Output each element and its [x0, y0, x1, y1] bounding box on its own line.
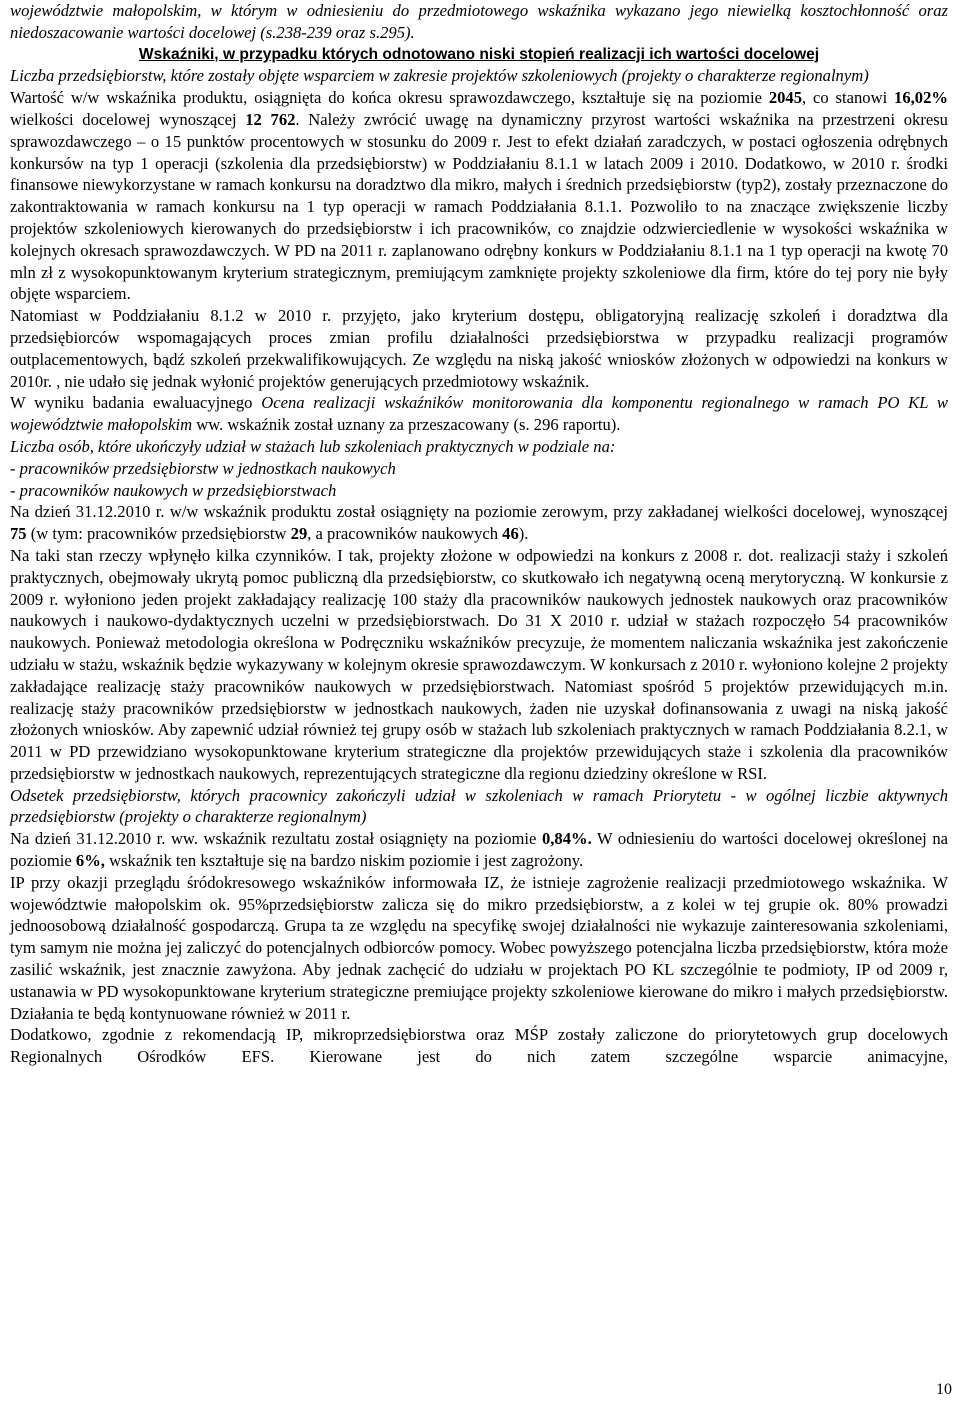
text-run: , co stanowi [802, 88, 895, 108]
section-heading-low-realization: Wskaźniki, w przypadku których odnotowano niski stopień realizacji ich wartości docelowej [138, 45, 820, 63]
page-number: 10 [936, 1381, 952, 1398]
evaluation-title: Ocena realizacji wskaźników monitorowania dla komponentu regionalnego w ramach PO KL w województwie małopolskim [10, 393, 948, 435]
text-run: ww. wskaźnik został uznany za przeszacowany (s. 296 raportu). [192, 415, 621, 435]
bold-value: 6%, [75, 851, 105, 871]
text-run: . Należy zwrócić uwagę na dynamiczny przyrost wartości wskaźnika na przestrzeni okresu sprawozdawczego – o 15 punktów procentowych w stosunku do 2009 r. Jest to efekt działań zaradczych, w postaci ogłoszenia odrębnych konkursów na typ 1 operacji (szkolenia dla przedsiębiorstw) w Poddziałaniu 8.1.1 w latach 2009 i 2010. Dodatkowo, w 2010 r. środki finansowe niewykorzystane w ramach konkursu na doradztwo dla mikro, małych i średnich przedsiębiorstw (typ2), zostały przeznaczone do zakontraktowania w ramach konkursu na 1 typ operacji w ramach Poddziałania 8.1.1. Pozwoliło to na znaczące zwiększenie liczby projektów szkoleniowych kierowanych do przedsiębiorstw i ich pracowników, co znajdzie odzwierciedlenie w wysokości wskaźnika w kolejnych okresach sprawozdawczych. W PD na 2011 r. zaplanowano odrębny konkurs w Poddziałaniu 8.1.1 na 1 typ operacji na kwotę 70 mln zł z wysokopunktowanym kryterium strategicznym, premiującym zamknięte projekty szkoleniowe dla firm, które do tej pory nie były objęte wsparciem. [10, 109, 948, 304]
text-run: wielkości docelowej wynoszącej [10, 109, 246, 129]
text-run: , a pracowników naukowych [307, 524, 503, 544]
paragraph-ip-review: IP przy okazji przeglądu śródokresowego wskaźników informowała IZ, że istnieje zagrożenie realizacji przedmiotowego wskaźnika. W województwie małopolskim ok. 95%przedsiębiorstw zalicza się do mikro przedsiębiorstw, a z kolei w tej grupie ok. 80% prowadzi jednoosobową działalność gospodarczą. Grupa ta ze względu na specyfikę swojej działalności nie wykazuje zainteresowania szkoleniami, tym samym nie można jej zaliczyć do potencjalnych odbiorców pomocy. Wobec powyższego potencjalna liczba przedsiębiorstw, która może zasilić wskaźnik, jest znacznie zawyżona. Aby jednak zachęcić do udziału w projektach PO KL szczególnie te podmioty, IP od 2009 r, ustanawia w PD wysokopunktowane kryterium strategiczne premiujące projekty szkoleniowe kierowane do mikro i małych przedsiębiorstw. Działania te będą kontynuowane również w 2011 r. [10, 872, 948, 1023]
bold-value: 46 [502, 524, 519, 544]
text-run: Wartość w/w wskaźnika produktu, osiągnięta do końca okresu sprawozdawczego, kształtuje się na poziomie [10, 88, 769, 108]
indicator-subitem-research-staff: - pracowników naukowych w przedsiębiorstwach [10, 480, 337, 500]
paragraph-additionally: Dodatkowo, zgodnie z rekomendacją IP, mikroprzedsiębiorstwa oraz MŚP zostały zaliczone do priorytetowych grup docelowych Regionalnych Ośrodków EFS. Kierowane jest do nich zatem szczególne wsparcie animacyjne, [10, 1025, 948, 1067]
bold-value: 75 [10, 524, 27, 544]
indicator-subitem-enterprise-staff: - pracowników przedsiębiorstw w jednostkach naukowych [10, 458, 396, 478]
paragraph-intro: województwie małopolskim, w którym w odniesieniu do przedmiotowego wskaźnika wykazano jego niewielką kosztochłonność oraz niedoszacowanie wartości docelowej (s.238-239 oraz s.295). [10, 1, 948, 42]
paragraph-measure-812: Natomiast w Poddziałaniu 8.1.2 w 2010 r. przyjęto, jako kryterium dostępu, obligatoryjną realizację szkoleń i doradztwa dla przedsiębiorców wspomagających proces zmian profilu działalności przedsiębiorstwa w przypadku realizacji programów outplacementowych, bądź szkoleń przekwalifikowujących. Ze względu na niską jakość wniosków złożonych w odpowiedzi na konkurs w 2010r. , nie udało się jednak wyłonić projektów generujących przedmiotowy wskaźnik. [10, 306, 948, 391]
paragraph-internships-value [10, 501, 948, 545]
bold-value: 16,02% [894, 88, 948, 108]
bold-value: 29 [290, 524, 308, 544]
text-run: wskaźnik ten kształtuje się na bardzo niskim poziomie i jest zagrożony. [104, 851, 584, 871]
text-run: (w tym: pracowników przedsiębiorstw [26, 524, 291, 544]
text-run: W odniesieniu do wartości docelowej określonej na poziomie [10, 829, 948, 871]
bold-value: 12 762 [245, 109, 296, 129]
bold-value: 0,84%. [541, 829, 592, 849]
indicator-title-share-enterprises: Odsetek przedsiębiorstw, których pracownicy zakończyli udział w szkoleniach w ramach Priorytetu - w ogólnej liczbie aktywnych przedsiębiorstw (projekty o charakterze regionalnym) [10, 785, 948, 827]
bold-value: 2045 [768, 88, 803, 108]
text-run: Na dzień 31.12.2010 r. w/w wskaźnik produktu został osiągnięty na poziomie zerowym, przy zakładanej wielkości docelowej, wynoszącej [10, 502, 948, 522]
paragraph-share-value [10, 828, 948, 872]
indicator-title-internships: Liczba osób, które ukończyły udział w stażach lub szkoleniach praktycznych w podziale na: [10, 436, 616, 456]
paragraph-enterprises-training [10, 87, 948, 305]
indicator-title-enterprises-training: Liczba przedsiębiorstw, które zostały objęte wsparciem w zakresie projektów szkoleniowych (projekty o charakterze regionalnym) [10, 66, 869, 86]
text-run: Na dzień 31.12.2010 r. ww. wskaźnik rezultatu został osiągnięty na poziomie [10, 829, 542, 849]
paragraph-internships-factors: Na taki stan rzeczy wpłynęło kilka czynników. I tak, projekty złożone w odpowiedzi na konkurs z 2008 r. dot. realizacji staży i szkoleń praktycznych, obejmowały ukrytą pomoc publiczną dla przedsiębiorstw, co skutkowało ich negatywną oceną merytoryczną. W konkursie z 2009 r. wyłoniono jeden projekt zakładający realizację 100 staży dla pracowników naukowych jednostek naukowych oraz pracowników naukowych i naukowo-dydaktycznych uczelni w przedsiębiorstwach. Do 31 X 2010 r. udział w stażach rozpoczęło 54 pracowników naukowych. Ponieważ metodologia określona w Podręczniku wskaźników precyzuje, że momentem naliczania wskaźnika jest zakończenie udziału w stażu, wskaźnik będzie wykazywany w kolejnym okresie sprawozdawczym. W konkursach z 2010 r. wyłoniono kolejne 2 projekty zakładające realizację staży pracowników naukowych w przedsiębiorstwach. Natomiast spośród 5 projektów przewidujących m.in. realizację staży pracowników przedsiębiorstw w jednostkach naukowych, żaden nie uzyskał dofinansowania z uwagi na niską jakość złożonych wniosków. Aby zapewnić udział również tej grupy osób w stażach lub szkoleniach praktycznych w ramach Poddziałania 8.2.1, w 2011 w PD przewidziano wysokopunktowane kryterium strategiczne dla projektów przewidujących staże i szkolenia dla pracowników przedsiębiorstw w jednostkach naukowych, reprezentujących strategiczne dla regionu dziedziny określone w RSI. [10, 545, 948, 783]
text-run: W wyniku badania ewaluacyjnego [10, 393, 262, 413]
paragraph-evaluation [10, 392, 948, 436]
document-page [10, 0, 948, 1068]
text-run: ). [518, 524, 529, 544]
